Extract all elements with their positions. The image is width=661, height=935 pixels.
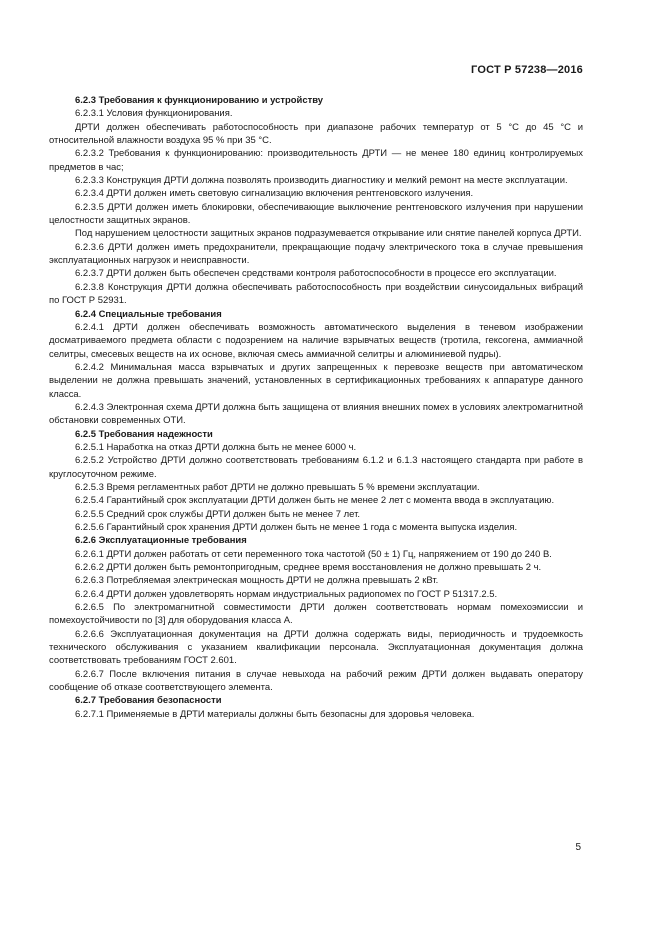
paragraph: ДРТИ должен обеспечивать работоспособность при диапазоне рабочих температур от 5 °С до 45 °С и относительной влажности воздуха 95 % при 35 °С. — [49, 121, 583, 147]
section-heading: 6.2.5 Требования надежности — [75, 428, 213, 440]
paragraph: 6.2.3.2 Требования к функционированию: производительность ДРТИ — не менее 180 единиц контролируемых предметов в час; — [49, 148, 583, 173]
paragraph: 6.2.6.6 Эксплуатационная документация на ДРТИ должна содержать виды, периодичность и трудоемкость технического обслуживания с указанием квалификации персонала. Эксплуатационная документация должна соответствовать требованиям ГОСТ 2.601. — [49, 628, 583, 667]
document-standard-number: ГОСТ Р 57238—2016 — [471, 64, 583, 76]
paragraph: 6.2.6.4 ДРТИ должен удовлетворять нормам индустриальных радиопомех по ГОСТ Р 51317.2.5. — [75, 588, 498, 600]
document-body — [49, 94, 583, 721]
paragraph: 6.2.6.7 После включения питания в случае невыхода на рабочий режим ДРТИ должен выдавать оператору сообщение об отказе соответствующего элемента. — [49, 668, 583, 694]
paragraph: 6.2.3.3 Конструкция ДРТИ должна позволять производить диагностику и мелкий ремонт на месте эксплуатации. — [75, 175, 568, 187]
paragraph: 6.2.3.8 Конструкция ДРТИ должна обеспечивать работоспособность при воздействии синусоидальных вибраций по ГОСТ Р 52931. — [49, 281, 583, 307]
paragraph: 6.2.6.1 ДРТИ должен работать от сети переменного тока частотой (50 ± 1) Гц, напряжением от 190 до 240 В. — [75, 548, 552, 560]
paragraph: 6.2.6.3 Потребляемая электрическая мощность ДРТИ не должна превышать 2 кВт. — [75, 575, 439, 587]
paragraph: 6.2.3.6 ДРТИ должен иметь предохранители, прекращающие подачу электрического тока в случае превышения эксплуатационных нагрузок и неисправности. — [49, 241, 583, 267]
paragraph: 6.2.4.2 Минимальная масса взрывчатых и других запрещенных к перевозке веществ при автоматическом выделении не должна превышать значений, установленных в сертификационных требованиях к аппаратуре данного класса. — [49, 361, 583, 400]
paragraph: 6.2.4.3 Электронная схема ДРТИ должна быть защищена от влияния внешних помех в условиях электромагнитной обстановки современных ОТИ. — [49, 401, 583, 427]
paragraph: 6.2.3.7 ДРТИ должен быть обеспечен средствами контроля работоспособности в процессе его эксплуатации. — [75, 268, 557, 280]
paragraph: 6.2.6.5 По электромагнитной совместимости ДРТИ должен соответствовать нормам помехоэмиссии и помехоустойчивости по [3] для оборудования класса А. — [49, 602, 583, 627]
paragraph: 6.2.5.3 Время регламентных работ ДРТИ не должно превышать 5 % времени эксплуатации. — [75, 481, 480, 493]
paragraph: 6.2.4.1 ДРТИ должен обеспечивать возможность автоматического выделения в теневом изображении досматриваемого предмета области с подозрением на наличие взрывчатых веществ (тротила, гексогена, аммиачной селитры, смесевых веществ на их основе, включая смесь аммиачной селитры и алюминиевой пудры). — [49, 321, 583, 360]
section-heading: 6.2.6 Эксплуатационные требования — [75, 535, 247, 547]
paragraph: 6.2.5.5 Средний срок службы ДРТИ должен быть не менее 7 лет. — [75, 508, 361, 520]
paragraph: 6.2.3.5 ДРТИ должен иметь блокировки, обеспечивающие выключение рентгеновского излучения при нарушении целостности защитных экранов. — [49, 201, 583, 227]
paragraph: 6.2.6.2 ДРТИ должен быть ремонтопригодным, среднее время восстановления не должно превышать 2 ч. — [75, 562, 542, 574]
paragraph: Под нарушением целостности защитных экранов подразумевается открывание или снятие панелей корпуса ДРТИ. — [75, 228, 582, 240]
paragraph: 6.2.5.1 Наработка на отказ ДРТИ должна быть не менее 6000 ч. — [75, 441, 357, 453]
paragraph: 6.2.3.4 ДРТИ должен иметь световую сигнализацию включения рентгеновского излучения. — [75, 188, 474, 200]
section-heading: 6.2.3 Требования к функционированию и устройству — [75, 95, 324, 106]
page-number: 5 — [575, 842, 581, 853]
paragraph: 6.2.5.4 Гарантийный срок эксплуатации ДРТИ должен быть не менее 2 лет с момента ввода в эксплуатацию. — [75, 495, 555, 507]
paragraph: 6.2.7.1 Применяемые в ДРТИ материалы должны быть безопасны для здоровья человека. — [75, 708, 475, 720]
paragraph: 6.2.3.1 Условия функционирования. — [75, 108, 233, 120]
paragraph: 6.2.5.2 Устройство ДРТИ должно соответствовать требованиям 6.1.2 и 6.1.3 настоящего стандарта при работе в круглосуточном режиме. — [49, 455, 583, 480]
section-heading: 6.2.7 Требования безопасности — [75, 695, 222, 707]
paragraph: 6.2.5.6 Гарантийный срок хранения ДРТИ должен быть не менее 1 года с момента выпуска изделия. — [75, 522, 518, 533]
section-heading: 6.2.4 Специальные требования — [75, 308, 222, 320]
